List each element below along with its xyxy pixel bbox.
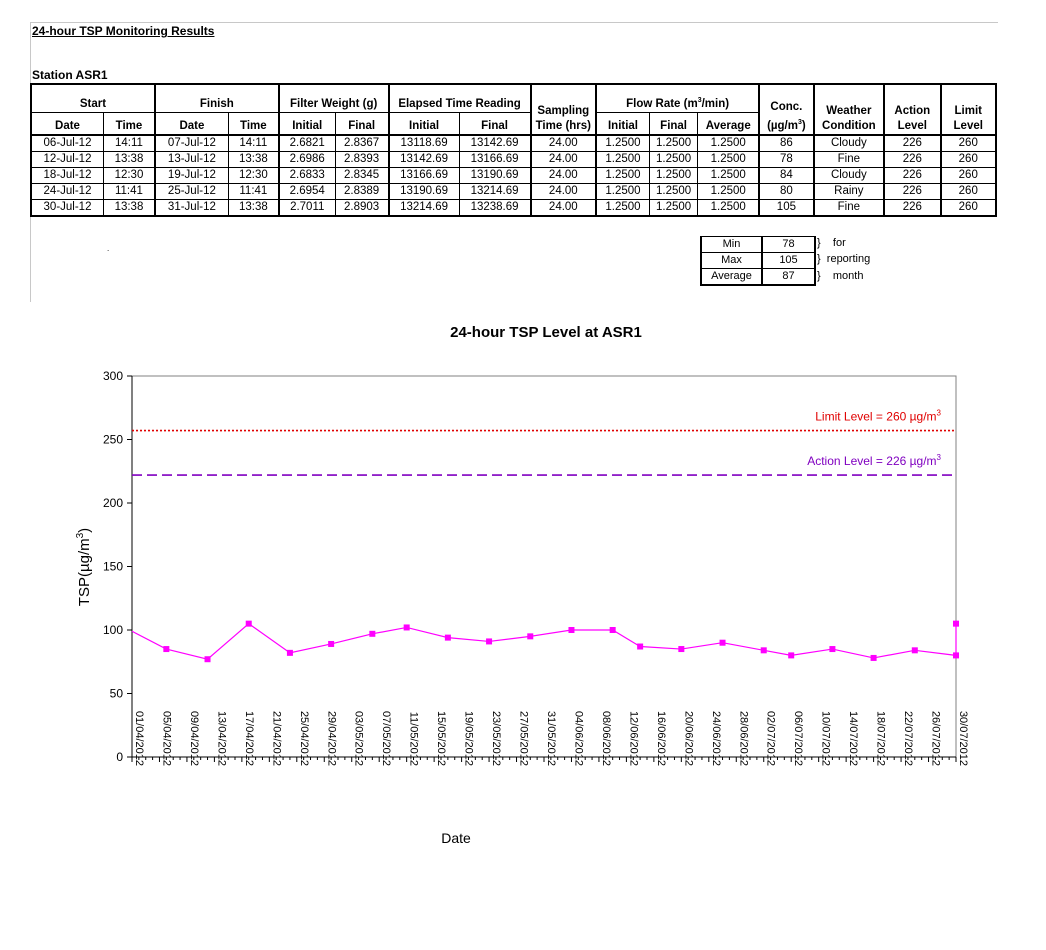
table-cell: 13166.69 bbox=[459, 152, 531, 168]
limit-level-header bbox=[941, 84, 997, 135]
table-cell: 226 bbox=[884, 184, 940, 200]
start-header: Start bbox=[31, 84, 155, 113]
table-cell: 1.2500 bbox=[596, 184, 649, 200]
elapsed-final-header: Final bbox=[459, 113, 531, 136]
table-cell: 1.2500 bbox=[698, 168, 759, 184]
x-tick-label: 14/07/2012 bbox=[847, 710, 860, 766]
data-point bbox=[205, 656, 211, 662]
x-tick-label: 15/05/2012 bbox=[435, 710, 448, 766]
reference-label-sup: 3 bbox=[936, 408, 941, 418]
x-tick-label: 19/05/2012 bbox=[462, 710, 475, 766]
data-point bbox=[637, 644, 643, 650]
table-cell: 24.00 bbox=[531, 200, 596, 217]
flow-rate-end: /min) bbox=[701, 98, 730, 110]
table-cell: 13:38 bbox=[228, 200, 278, 217]
table-cell: 12-Jul-12 bbox=[31, 152, 104, 168]
y-tick-label: 200 bbox=[102, 496, 123, 510]
table-cell: Fine bbox=[814, 200, 885, 217]
conc-sup: 3 bbox=[797, 119, 802, 127]
table-cell: 12:30 bbox=[104, 168, 155, 184]
data-point bbox=[953, 621, 959, 627]
stats-row bbox=[701, 253, 815, 269]
table-cell: 1.2500 bbox=[649, 200, 697, 217]
stats-note: } reporting bbox=[817, 253, 871, 266]
table-row bbox=[31, 200, 996, 217]
table-cell: 260 bbox=[941, 184, 997, 200]
table-cell: Cloudy bbox=[814, 168, 885, 184]
station-label: Station ASR1 bbox=[32, 68, 108, 82]
action-level-header bbox=[884, 84, 940, 135]
sampling-time-header bbox=[531, 84, 596, 135]
x-tick-label: 24/06/2012 bbox=[709, 710, 722, 766]
data-point bbox=[328, 641, 334, 647]
x-tick-label: 07/05/2012 bbox=[380, 710, 393, 766]
x-tick-label: 10/07/2012 bbox=[819, 710, 832, 766]
tsp-line-chart bbox=[0, 300, 1046, 860]
start-date-header: Date bbox=[31, 113, 104, 136]
weather-header bbox=[814, 84, 885, 135]
data-point bbox=[163, 646, 169, 652]
stats-note: } for bbox=[817, 237, 846, 249]
x-tick-label: 28/06/2012 bbox=[737, 710, 750, 766]
report-title: 24-hour TSP Monitoring Results bbox=[32, 24, 215, 38]
reference-label-sup: 3 bbox=[936, 453, 941, 463]
y-tick-label: 0 bbox=[116, 750, 123, 764]
action-line-2: Level bbox=[897, 120, 927, 132]
table-cell: 06-Jul-12 bbox=[31, 135, 104, 152]
table-cell: 226 bbox=[884, 200, 940, 217]
reference-label-text: Action Level = 226 µg/m bbox=[807, 454, 937, 469]
table-cell: 2.6821 bbox=[279, 135, 335, 152]
data-point bbox=[871, 655, 877, 661]
stats-label: Average bbox=[701, 269, 762, 286]
table-cell: 1.2500 bbox=[649, 135, 697, 152]
y-axis-label bbox=[75, 528, 93, 606]
y-tick-label: 50 bbox=[109, 686, 123, 701]
reference-label-text: Limit Level = 260 µg/m bbox=[815, 409, 937, 424]
x-tick-label: 20/06/2012 bbox=[682, 710, 695, 766]
table-cell: 14:11 bbox=[104, 135, 155, 152]
data-point bbox=[246, 621, 252, 627]
filter-weight-header: Filter Weight (g) bbox=[279, 84, 389, 113]
x-tick-label: 01/04/2012 bbox=[133, 710, 145, 766]
table-cell: 260 bbox=[941, 135, 997, 152]
table-cell: 14:11 bbox=[228, 135, 278, 152]
stats-table bbox=[700, 236, 816, 286]
flow-rate-sup: 3 bbox=[697, 97, 702, 105]
data-point bbox=[953, 652, 959, 658]
table-cell: 226 bbox=[884, 168, 940, 184]
table-cell: 30-Jul-12 bbox=[31, 200, 104, 217]
table-cell: 84 bbox=[759, 168, 813, 184]
flow-rate-text: Flow Rate (m bbox=[626, 98, 698, 110]
table-cell: 11:41 bbox=[228, 184, 278, 200]
table-cell: 13118.69 bbox=[389, 135, 460, 152]
table-cell: Cloudy bbox=[814, 135, 885, 152]
data-point bbox=[610, 627, 616, 633]
table-cell: 1.2500 bbox=[698, 135, 759, 152]
table-cell: 11:41 bbox=[104, 184, 155, 200]
table-cell: 2.8367 bbox=[335, 135, 388, 152]
table-cell: 226 bbox=[884, 152, 940, 168]
table-body bbox=[31, 135, 996, 216]
table-cell: 260 bbox=[941, 168, 997, 184]
x-tick-label: 18/07/2012 bbox=[874, 710, 887, 766]
x-axis-label: Date bbox=[441, 830, 471, 846]
table-cell: 2.8393 bbox=[335, 152, 388, 168]
limit-line-1: Limit bbox=[954, 105, 982, 117]
table-cell: 1.2500 bbox=[649, 168, 697, 184]
table-cell: 2.8903 bbox=[335, 200, 388, 217]
y-axis-label-sup: 3 bbox=[75, 532, 86, 539]
flow-initial-header: Initial bbox=[596, 113, 649, 136]
conc-line-1: Conc. bbox=[770, 101, 803, 114]
table-cell: 13-Jul-12 bbox=[155, 152, 229, 168]
conc-end: ) bbox=[801, 120, 806, 132]
data-point bbox=[761, 647, 767, 653]
table-cell: 2.6833 bbox=[279, 168, 335, 184]
x-tick-label: 21/04/2012 bbox=[270, 710, 283, 766]
table-cell: 1.2500 bbox=[596, 168, 649, 184]
table-cell: 86 bbox=[759, 135, 813, 152]
stats-body bbox=[701, 237, 815, 286]
x-tick-label: 27/05/2012 bbox=[517, 710, 530, 766]
table-cell: 24.00 bbox=[531, 135, 596, 152]
stats-label: Max bbox=[701, 253, 762, 269]
table-cell: 1.2500 bbox=[698, 152, 759, 168]
x-tick-label: 04/06/2012 bbox=[572, 710, 585, 766]
table-row bbox=[31, 168, 996, 184]
x-tick-label: 03/05/2012 bbox=[352, 710, 365, 766]
table-cell: 1.2500 bbox=[698, 184, 759, 200]
table-cell: 13214.69 bbox=[459, 184, 531, 200]
data-point bbox=[287, 650, 293, 656]
stats-value: 105 bbox=[762, 253, 815, 269]
x-tick-label: 09/04/2012 bbox=[187, 710, 200, 766]
table-cell: 260 bbox=[941, 200, 997, 217]
sampling-line-2: Time (hrs) bbox=[535, 120, 591, 132]
x-tick-label: 26/07/2012 bbox=[929, 710, 942, 766]
data-point bbox=[568, 627, 574, 633]
finish-time-header: Time bbox=[228, 113, 278, 136]
table-cell: Fine bbox=[814, 152, 885, 168]
table-cell: 13142.69 bbox=[459, 135, 531, 152]
reference-line-label bbox=[815, 409, 941, 424]
filter-initial-header: Initial bbox=[279, 113, 335, 136]
x-tick-label: 31/05/2012 bbox=[545, 710, 557, 766]
x-tick-label: 02/07/2012 bbox=[764, 710, 777, 766]
sampling-line-1: Sampling bbox=[537, 105, 590, 117]
table-cell: 1.2500 bbox=[698, 200, 759, 217]
elapsed-initial-header: Initial bbox=[389, 113, 460, 136]
plot-area bbox=[132, 376, 956, 757]
table-cell: 13:38 bbox=[104, 152, 155, 168]
data-point bbox=[720, 640, 726, 646]
x-tick-label: 17/04/2012 bbox=[242, 710, 255, 766]
weather-line-2: Condition bbox=[822, 120, 876, 132]
table-cell: 13190.69 bbox=[459, 168, 531, 184]
table-cell: 19-Jul-12 bbox=[155, 168, 229, 184]
table-row bbox=[31, 135, 996, 152]
table-cell: 1.2500 bbox=[596, 152, 649, 168]
table-cell: 24.00 bbox=[531, 152, 596, 168]
stats-value: 87 bbox=[762, 269, 815, 286]
finish-header: Finish bbox=[155, 84, 279, 113]
top-divider bbox=[30, 22, 998, 23]
table-cell: 1.2500 bbox=[649, 184, 697, 200]
table-cell: 2.7011 bbox=[279, 200, 335, 217]
table-cell: 80 bbox=[759, 184, 813, 200]
data-point bbox=[486, 638, 492, 644]
stats-row bbox=[701, 269, 815, 286]
data-point bbox=[912, 647, 918, 653]
data-point bbox=[788, 652, 794, 658]
table-cell: 24-Jul-12 bbox=[31, 184, 104, 200]
table-cell: 2.6986 bbox=[279, 152, 335, 168]
data-point bbox=[678, 646, 684, 652]
table-cell: 260 bbox=[941, 152, 997, 168]
weather-line-1: Weather bbox=[826, 105, 872, 117]
x-tick-label: 08/06/2012 bbox=[599, 710, 612, 766]
y-tick-label: 250 bbox=[102, 432, 123, 447]
x-tick-label: 16/06/2012 bbox=[654, 710, 667, 766]
x-tick-label: 29/04/2012 bbox=[325, 710, 338, 766]
start-time-header: Time bbox=[104, 113, 155, 136]
table-cell: 07-Jul-12 bbox=[155, 135, 229, 152]
y-tick-label: 150 bbox=[102, 559, 123, 574]
table-cell: 13:38 bbox=[228, 152, 278, 168]
table-cell: 1.2500 bbox=[596, 135, 649, 152]
limit-line-2: Level bbox=[953, 120, 983, 132]
y-axis-label-text: TSP(µg/m bbox=[76, 538, 93, 607]
flow-final-header: Final bbox=[649, 113, 697, 136]
x-tick-label: 13/04/2012 bbox=[215, 710, 228, 766]
table-cell: 1.2500 bbox=[596, 200, 649, 217]
data-point bbox=[829, 646, 835, 652]
data-point bbox=[404, 624, 410, 630]
stats-note: } month bbox=[817, 269, 864, 282]
data-point bbox=[527, 633, 533, 639]
finish-date-header: Date bbox=[155, 113, 229, 136]
x-tick-label: 11/05/2012 bbox=[407, 711, 420, 766]
x-tick-label: 22/07/2012 bbox=[902, 710, 915, 766]
table-cell: Rainy bbox=[814, 184, 885, 200]
x-tick-label: 23/05/2012 bbox=[490, 710, 503, 766]
table-cell: 12:30 bbox=[228, 168, 278, 184]
monitoring-table bbox=[30, 83, 997, 217]
table-cell: 13166.69 bbox=[389, 168, 460, 184]
filter-final-header: Final bbox=[335, 113, 388, 136]
stats-label: Min bbox=[701, 237, 762, 253]
conc-line-2: (µg/m bbox=[767, 120, 798, 132]
table-cell: 226 bbox=[884, 135, 940, 152]
table-cell: 13214.69 bbox=[389, 200, 460, 217]
table-cell: 13:38 bbox=[104, 200, 155, 217]
table-cell: 18-Jul-12 bbox=[31, 168, 104, 184]
reference-line-label bbox=[807, 453, 941, 468]
action-line-1: Action bbox=[894, 105, 931, 117]
y-axis-label-end: ) bbox=[76, 527, 93, 533]
table-row bbox=[31, 184, 996, 200]
stats-row bbox=[701, 237, 815, 253]
table-cell: 24.00 bbox=[531, 184, 596, 200]
flow-average-header: Average bbox=[698, 113, 759, 136]
table-cell: 2.6954 bbox=[279, 184, 335, 200]
table-cell: 2.8389 bbox=[335, 184, 388, 200]
table-cell: 78 bbox=[759, 152, 813, 168]
table-cell: 13142.69 bbox=[389, 152, 460, 168]
table-cell: 31-Jul-12 bbox=[155, 200, 229, 217]
data-point bbox=[369, 631, 375, 637]
elapsed-time-header: Elapsed Time Reading bbox=[389, 84, 531, 113]
table-cell: 13190.69 bbox=[389, 184, 460, 200]
table-cell: 25-Jul-12 bbox=[155, 184, 229, 200]
stats-value: 78 bbox=[762, 237, 815, 253]
y-tick-label: 100 bbox=[102, 623, 123, 637]
chart-title: 24-hour TSP Level at ASR1 bbox=[450, 324, 642, 341]
y-tick-label: 300 bbox=[102, 369, 123, 383]
table-cell: 105 bbox=[759, 200, 813, 217]
table-cell: 1.2500 bbox=[649, 152, 697, 168]
x-tick-label: 06/07/2012 bbox=[792, 710, 805, 766]
stray-dot: . bbox=[107, 244, 110, 253]
x-tick-label: 30/07/2012 bbox=[957, 710, 969, 766]
conc-header bbox=[759, 84, 813, 135]
table-cell: 2.8345 bbox=[335, 168, 388, 184]
data-point bbox=[445, 635, 451, 641]
x-tick-label: 25/04/2012 bbox=[297, 710, 310, 766]
x-tick-label: 12/06/2012 bbox=[627, 710, 640, 766]
table-cell: 24.00 bbox=[531, 168, 596, 184]
table-row bbox=[31, 152, 996, 168]
x-tick-label: 05/04/2012 bbox=[160, 710, 173, 766]
table-cell: 13238.69 bbox=[459, 200, 531, 217]
flow-rate-header bbox=[596, 84, 759, 113]
